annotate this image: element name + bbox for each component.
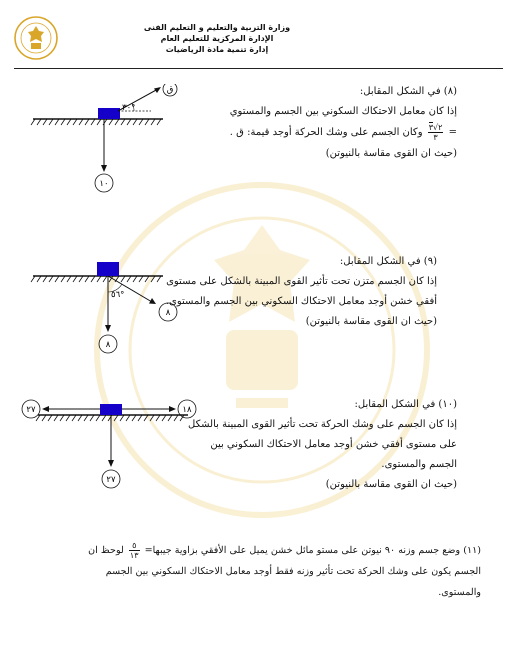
q11-line1-end: لوحظ ان — [88, 545, 124, 556]
q10-line2: على مستوى أفقي خشن أوجد معامل الاحتكاك السكوني بين — [210, 439, 457, 450]
q9-line3: (حيث ان القوى مقاسة بالنيوتن) — [305, 316, 437, 327]
q8-line2-text: وكان الجسم على وشك الحركة أوجد قيمة: ق . — [229, 127, 423, 138]
q11-line2: الجسم يكون على وشك الحركة تحت تأثير وزنه فقط أوجد معامل الاحتكاك السكوني بين الجسم — [105, 566, 481, 577]
q10-right-label: ١٨ — [182, 405, 192, 415]
q9-line1: إذا كان الجسم متزن تحت تأثير القوى المبينة بالشكل على مستوى — [166, 276, 437, 287]
q11-fraction — [129, 541, 140, 560]
q8-title: (٨) في الشكل المقابل: — [359, 86, 457, 97]
q8-eq-prefix: = — [448, 127, 457, 138]
ministry-seal-icon — [14, 16, 58, 60]
q10-left-label: ٢٧ — [26, 405, 36, 415]
q10-block — [100, 404, 122, 415]
q8-fraction-den: ٣ — [433, 133, 438, 142]
q11-fraction-num: ٥ — [129, 541, 140, 551]
q8-force-label: ق — [166, 85, 174, 95]
q11-line1 — [88, 540, 481, 561]
q10-line3: الجسم والمستوى. — [381, 459, 457, 470]
question-11 — [88, 540, 481, 603]
q9-weight-label: ٨ — [105, 340, 111, 350]
q8-fraction — [428, 123, 444, 142]
q9-title: (٩) في الشكل المقابل: — [339, 256, 437, 267]
page-header — [67, 22, 367, 55]
q8-block — [98, 108, 120, 119]
q8-fraction-num: ٢√٣ — [428, 123, 443, 132]
q8-line3: (حيث ان القوى مقاسة بالنيوتن) — [325, 148, 457, 159]
central-admin-name: الإدارة المركزية للتعليم العام — [160, 34, 274, 43]
q10-weight-label: ٢٧ — [106, 475, 116, 485]
question-8 — [230, 82, 457, 164]
q10-line1: إذا كان الجسم على وشك الحركة تحت تأثير القوى المبينة بالشكل — [188, 419, 457, 430]
q8-line2 — [230, 122, 457, 144]
q8-line1: إذا كان معامل الاحتكاك السكوني بين الجسم والمستوي — [229, 106, 457, 117]
q10-title: (١٠) في الشكل المقابل: — [354, 399, 457, 410]
q10-line4: (حيث ان القوى مقاسة بالنيوتن) — [325, 479, 457, 490]
q9-line2: أفقي خشن أوجد معامل الاحتكاك السكوني بين الجسم والمستوى. — [165, 296, 437, 307]
question-9 — [166, 252, 437, 332]
q9-block — [97, 262, 119, 276]
q9-force-label: ٨ — [165, 308, 171, 318]
q11-line3: والمستوى. — [438, 587, 481, 598]
q11-line1-text: (١١) وضع جسم وزنه ٩٠ نيوتن على مستو مائل خشن يميل على الأفقي بزاوية جيبها= — [144, 545, 481, 556]
q8-figure — [18, 84, 186, 202]
ministry-name: وزارة التربية والتعليم و التعليم الفنى — [143, 23, 291, 32]
q8-angle-label: ٣٠° — [122, 103, 136, 113]
q8-sqrt-value: ٣ — [428, 123, 434, 132]
header-divider — [14, 68, 503, 69]
q11-fraction-den: ١٣ — [129, 551, 139, 560]
department-name: إدارة تنمية مادة الرياضيات — [165, 45, 269, 54]
question-10 — [188, 395, 457, 495]
q8-weight-label: ١٠ — [99, 179, 109, 189]
q9-angle-label: ٥٦° — [111, 290, 125, 300]
